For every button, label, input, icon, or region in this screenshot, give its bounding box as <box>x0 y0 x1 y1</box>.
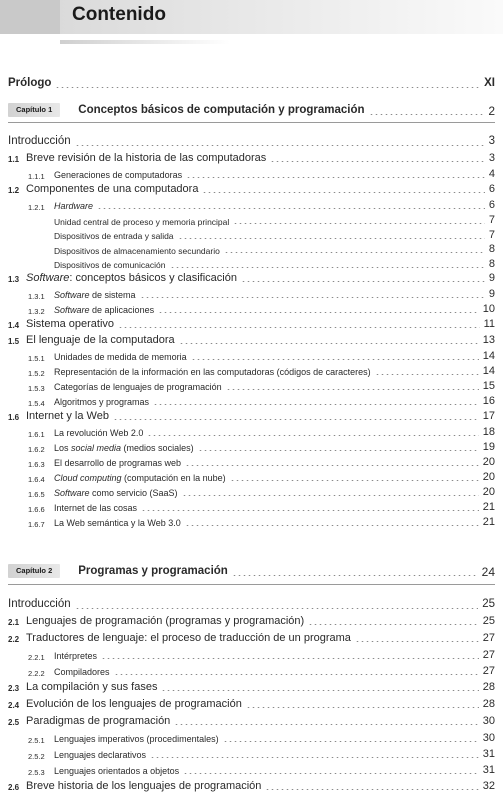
toc-entry[interactable] <box>0 442 503 453</box>
toc-entry-number: 1.5.4 <box>28 398 45 408</box>
toc-entry-page: 3 <box>488 152 495 164</box>
toc-entry-page: 14 <box>482 350 495 362</box>
toc-entry[interactable] <box>0 153 503 164</box>
toc-entry-page: 15 <box>482 380 495 392</box>
toc-entry-page: 27 <box>482 665 495 677</box>
toc-entry-title: Paradigmas de programación <box>26 715 171 727</box>
toc-entry-title: El desarrollo de programas web <box>54 458 182 468</box>
dot-leader <box>161 690 478 691</box>
toc-entry[interactable] <box>0 502 503 513</box>
toc-entry-title: Componentes de una computadora <box>26 183 199 195</box>
dot-leader <box>186 177 485 178</box>
toc-entry-number: 2.2.1 <box>28 652 45 662</box>
chapter-tab: Capítulo 2 <box>8 564 60 578</box>
toc-entry-title: Internet de las cosas <box>54 503 138 513</box>
toc-entry-page: 6 <box>488 199 495 211</box>
toc-entry-page: 16 <box>482 395 495 407</box>
toc-entry-page: 28 <box>482 698 495 710</box>
dot-leader <box>158 312 479 313</box>
toc-entry-title <box>54 444 194 453</box>
toc-entry-page: 27 <box>482 632 495 644</box>
toc-entry[interactable] <box>0 184 503 195</box>
toc-entry-title: Prólogo <box>8 77 52 89</box>
toc-entry-title: El lenguaje de la computadora <box>26 334 175 346</box>
toc-entry-number: 2.5.2 <box>28 751 45 761</box>
toc-entry[interactable] <box>0 765 503 776</box>
toc-entry-title-italic: Hardware <box>54 201 94 211</box>
chapter-2-heading[interactable] <box>0 564 503 578</box>
toc-entry-title: Breve revisión de la historia de las computadoras <box>26 152 267 164</box>
dot-leader <box>198 450 479 451</box>
toc-entry-page: 9 <box>488 288 495 300</box>
toc-entry-page: 19 <box>482 441 495 453</box>
toc-entry-page: 27 <box>482 649 495 661</box>
toc-entry[interactable] <box>0 230 503 241</box>
toc-entry-title: Lenguajes de programación (programas y programación) <box>26 615 305 627</box>
toc-entry-number: 2.5.3 <box>28 767 45 777</box>
toc-entry-page: 14 <box>482 365 495 377</box>
dot-leader <box>185 465 479 466</box>
header-accent <box>0 0 60 34</box>
toc-entry-number: 1.5 <box>8 337 20 346</box>
dot-leader <box>202 192 484 193</box>
dot-leader <box>118 327 480 328</box>
toc-entry-page: XI <box>484 77 495 89</box>
dot-leader <box>182 495 479 496</box>
toc-entry-title: Categorías de lenguajes de programación <box>54 382 222 392</box>
toc-entry-page: 20 <box>482 471 495 483</box>
toc-entry-title-italic: social media <box>71 443 122 453</box>
toc-entry-page: 30 <box>482 715 495 727</box>
toc-entry-number: 2.5 <box>8 718 20 727</box>
toc-entry-page: 13 <box>482 334 495 346</box>
dot-leader <box>191 359 479 360</box>
toc-entry-number: 2.6 <box>8 783 20 792</box>
dot-leader <box>170 267 485 268</box>
chapter-divider <box>8 584 495 585</box>
toc-entry-title: Unidad central de proceso y memoria principal <box>54 216 230 227</box>
toc-entry-page: 10 <box>482 303 495 315</box>
toc-entry-page: 21 <box>482 501 495 513</box>
toc-entry-number: 1.1 <box>8 155 20 164</box>
toc-entry-number: 1.6.2 <box>28 444 45 454</box>
toc-entry[interactable] <box>0 487 503 498</box>
toc-entry-title-rest: de aplicaciones <box>89 305 155 315</box>
chapter-title: Programas y programación <box>78 565 228 577</box>
toc-entry-number: 1.6.1 <box>28 429 45 439</box>
toc-entry-title: Dispositivos de comunicación <box>54 260 166 270</box>
toc-entry-title-prefix: Los <box>54 443 72 453</box>
dot-leader <box>241 281 485 282</box>
toc-entry[interactable] <box>0 396 503 407</box>
toc-entry-page: 25 <box>482 598 495 610</box>
toc-entry-page: 20 <box>482 486 495 498</box>
toc-entry-page: 6 <box>488 183 495 195</box>
toc-entry[interactable] <box>0 411 503 422</box>
dot-leader <box>375 374 479 375</box>
toc-entry-number: 1.4 <box>8 321 20 330</box>
toc-entry-title-italic: Software <box>26 272 70 284</box>
dot-leader <box>179 343 479 344</box>
toc-entry-title-italic: Software <box>54 305 90 315</box>
toc-entry-title-italic: Software <box>54 290 90 300</box>
toc-entry-title: Dispositivos de entrada y salida <box>54 231 174 241</box>
toc-entry-title <box>54 291 136 300</box>
dot-leader <box>113 419 479 420</box>
toc-entry-title: Compiladores <box>54 667 110 677</box>
toc-entry-page: 25 <box>482 615 495 627</box>
toc-entry-page: 8 <box>488 257 495 270</box>
dot-leader <box>224 252 485 253</box>
toc-entry-page: 7 <box>488 214 495 226</box>
dot-leader <box>369 114 485 115</box>
toc-entry-page: 31 <box>482 748 495 760</box>
toc-entry-page: 31 <box>482 764 495 776</box>
dot-leader <box>55 87 480 88</box>
toc-entry-number: 1.3 <box>8 275 20 284</box>
toc-entry-title: La Web semántica y la Web 3.0 <box>54 518 181 528</box>
chapter-tab: Capítulo 1 <box>8 103 60 117</box>
dot-leader <box>140 297 485 298</box>
toc-entry-title: La revolución Web 2.0 <box>54 428 144 438</box>
dot-leader <box>223 741 479 742</box>
toc-entry-page: 18 <box>482 426 495 438</box>
toc-entry-title: Representación de la información en las computadoras (códigos de caracteres) <box>54 367 371 377</box>
toc-entry-page: 4 <box>488 168 495 180</box>
toc-entry-title <box>26 273 237 284</box>
toc-entry-number: 1.5.1 <box>28 353 45 363</box>
toc-entry-number: 1.3.1 <box>28 291 45 301</box>
toc-entry[interactable] <box>0 781 503 792</box>
toc-entry-title: La compilación y sus fases <box>26 681 158 693</box>
dot-leader <box>265 789 478 790</box>
toc-entry[interactable] <box>0 215 503 226</box>
toc-entry-title: Lenguajes declarativos <box>54 750 147 760</box>
toc-entry[interactable] <box>0 304 503 315</box>
toc-entry-title: Sistema operativo <box>26 318 115 330</box>
toc-entry[interactable] <box>0 517 503 528</box>
toc-entry[interactable] <box>0 381 503 392</box>
dot-leader <box>75 608 479 609</box>
toc-entry-title: Unidades de medida de memoria <box>54 352 187 362</box>
toc-entry-title-italic: Software <box>54 488 90 498</box>
toc-entry-number: 1.6 <box>8 413 20 422</box>
toc-entry-number: 1.6.6 <box>28 504 45 514</box>
toc-entry-title <box>54 306 154 315</box>
toc-entry-number: 2.5.1 <box>28 735 45 745</box>
toc-entry-title: Lenguajes orientados a objetos <box>54 766 180 776</box>
toc-entry-number: 2.3 <box>8 684 20 693</box>
toc-entry[interactable] <box>0 716 503 727</box>
dot-leader <box>114 674 479 675</box>
toc-entry-number: 2.1 <box>8 618 20 627</box>
toc-entry-title: Internet y la Web <box>26 410 109 422</box>
toc-entry[interactable] <box>0 259 503 270</box>
toc-entry-title: Algoritmos y programas <box>54 397 150 407</box>
toc-entry[interactable] <box>0 699 503 710</box>
toc-entry[interactable] <box>0 273 503 284</box>
dot-leader <box>153 404 479 405</box>
toc-entry[interactable] <box>0 650 503 661</box>
chapter-page: 24 <box>481 564 495 579</box>
dot-leader <box>174 724 478 725</box>
toc-entry-title: Introducción <box>8 135 71 147</box>
dot-leader <box>233 223 485 224</box>
toc-entry[interactable] <box>0 169 503 180</box>
toc-entry-title-rest: (medios sociales) <box>121 443 194 453</box>
toc-entry-number: 1.2 <box>8 186 20 195</box>
toc-entry-page: 7 <box>488 228 495 241</box>
toc-entry-page: 17 <box>482 410 495 422</box>
toc-entry-number: 1.2.1 <box>28 202 45 212</box>
toc-entry[interactable] <box>0 200 503 211</box>
chapter-1-heading[interactable] <box>0 103 503 117</box>
toc-entry[interactable] <box>0 749 503 760</box>
chapter-divider <box>8 122 495 123</box>
toc-entry-number: 2.2 <box>8 635 20 644</box>
toc-entry-title: Dispositivos de almacenamiento secundario <box>54 245 220 256</box>
toc-entry[interactable] <box>0 244 503 255</box>
dot-leader <box>185 525 479 526</box>
dot-leader <box>232 575 478 576</box>
toc-entry[interactable] <box>0 319 503 330</box>
toc-entry-title-rest: como servicio (SaaS) <box>89 488 178 498</box>
toc-entry-page: 3 <box>488 135 495 147</box>
toc-entry-title-italic: Cloud computing <box>54 473 122 483</box>
dot-leader <box>270 161 485 162</box>
dot-leader <box>308 624 479 625</box>
toc-entry-page: 8 <box>488 243 495 255</box>
toc-entry-number: 1.3.2 <box>28 306 45 316</box>
toc-entry-number: 2.2.2 <box>28 668 45 678</box>
toc-entry[interactable] <box>0 457 503 468</box>
toc-entry-title <box>54 474 226 483</box>
toc-entry-title-rest: : conceptos básicos y clasificación <box>69 272 237 284</box>
toc-entry[interactable] <box>0 682 503 693</box>
toc-entry-page: 20 <box>482 456 495 468</box>
toc-entry[interactable] <box>0 472 503 483</box>
toc-entry-number: 1.6.3 <box>28 459 45 469</box>
header-separator <box>60 40 230 44</box>
dot-leader <box>75 145 485 146</box>
toc-entry-page: 28 <box>482 681 495 693</box>
toc-entry-number: 1.6.5 <box>28 489 45 499</box>
toc-entry-number: 1.5.2 <box>28 368 45 378</box>
dot-leader <box>147 435 478 436</box>
toc-entry[interactable] <box>0 335 503 346</box>
toc-entry[interactable] <box>0 289 503 300</box>
chapter-title: Conceptos básicos de computación y programación <box>78 104 365 116</box>
dot-leader <box>141 510 479 511</box>
dot-leader <box>183 773 479 774</box>
dot-leader <box>101 658 479 659</box>
toc-entry[interactable] <box>0 136 503 148</box>
toc-entry[interactable] <box>0 733 503 744</box>
dot-leader <box>226 389 479 390</box>
dot-leader <box>178 238 485 239</box>
toc-entry-page: 32 <box>482 780 495 792</box>
page-title: Contenido <box>72 4 166 25</box>
toc-entry-title: Intérpretes <box>54 651 98 661</box>
toc-entry-prologo[interactable] <box>0 78 503 90</box>
toc-entry-number: 1.5.3 <box>28 383 45 393</box>
toc-entry[interactable] <box>0 366 503 377</box>
toc-entry-title: Evolución de los lenguajes de programación <box>26 698 242 710</box>
toc-entry-title-rest: de sistema <box>89 290 136 300</box>
toc-entry-title-rest: (computación en la nube) <box>121 473 226 483</box>
toc-entry[interactable] <box>0 599 503 611</box>
toc-entry-title: Lenguajes imperativos (procedimentales) <box>54 734 219 744</box>
toc-entry-title: Breve historia de los lenguajes de programación <box>26 780 262 792</box>
chapter-page: 2 <box>488 103 495 118</box>
dot-leader <box>230 480 479 481</box>
toc-entry-page: 9 <box>488 272 495 284</box>
toc-entry-number: 1.6.7 <box>28 519 45 529</box>
toc-entry[interactable] <box>0 666 503 677</box>
toc-entry-page: 11 <box>483 318 495 330</box>
toc-entry[interactable] <box>0 616 503 627</box>
toc-entry[interactable] <box>0 633 503 644</box>
dot-leader <box>246 707 479 708</box>
toc-entry-number: 1.1.1 <box>28 171 45 181</box>
toc-entry-page: 21 <box>482 516 495 528</box>
toc-entry-page: 30 <box>482 732 495 744</box>
dot-leader <box>150 757 479 758</box>
dot-leader <box>97 208 485 209</box>
toc-entry-title <box>54 202 93 211</box>
toc-entry-number: 2.4 <box>8 701 20 710</box>
toc-entry[interactable] <box>0 427 503 438</box>
toc-entry-number: 1.6.4 <box>28 474 45 484</box>
dot-leader <box>355 641 479 642</box>
toc-entry-title: Introducción <box>8 598 71 610</box>
toc-entry-title <box>54 489 178 498</box>
toc-entry-title: Generaciones de computadoras <box>54 170 183 180</box>
toc-entry-title: Traductores de lenguaje: el proceso de traducción de un programa <box>26 632 351 644</box>
toc-entry[interactable] <box>0 351 503 362</box>
